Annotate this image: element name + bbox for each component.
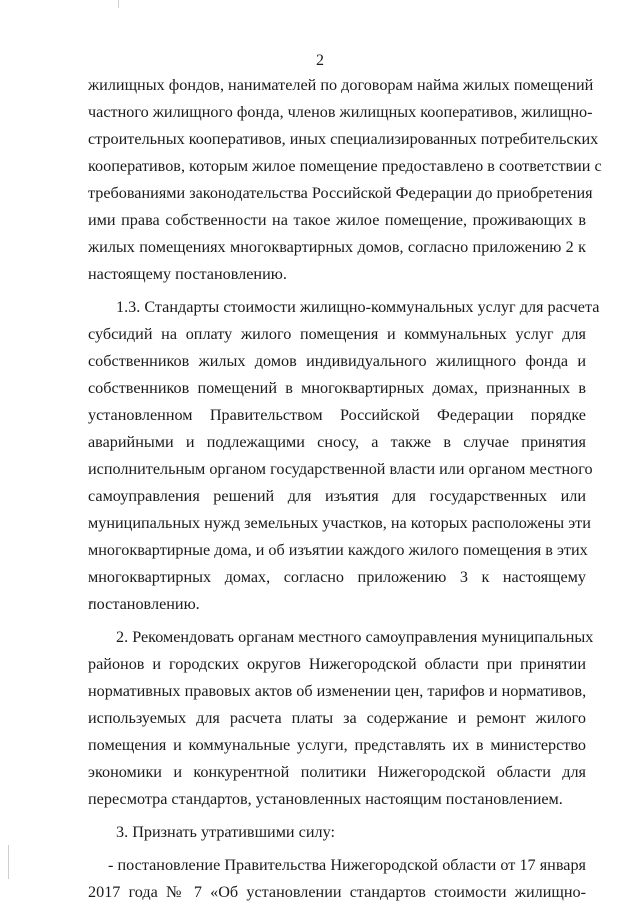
- document-body: [88, 72, 602, 906]
- paragraph-line: многоквартирных домах, согласно приложению 3 к настоящему: [88, 568, 586, 586]
- scan-edge-mark-top: [118, 0, 119, 8]
- paragraph-line: субсидий на оплату жилого помещения и коммунальных услуг для: [88, 325, 586, 343]
- paragraph-line: настоящему постановлению.: [88, 265, 287, 283]
- paragraph-line: самоуправления решений для изъятия для государственных или: [88, 487, 586, 505]
- paragraph-line: экономики и конкурентной политики Нижегородской области для: [88, 763, 586, 781]
- paragraph-line: исполнительным органом государственной власти или органом местного: [88, 460, 593, 478]
- paragraph-line: используемых для расчета платы за содержание и ремонт жилого: [88, 709, 586, 727]
- paragraph-line: районов и городских округов Нижегородской области при принятии: [88, 655, 586, 673]
- paragraph-line: требованиями законодательства Российской Федерации до приобретения: [88, 184, 593, 202]
- paragraph-line: ими права собственности на такое жилое помещение, проживающих в: [88, 211, 586, 229]
- paragraph-line: муниципальных нужд земельных участков, на которых расположены эти: [88, 514, 591, 532]
- paragraph-line: многоквартирные дома, и об изъятии каждого жилого помещения в этих: [88, 541, 588, 559]
- page-number: 2: [316, 52, 324, 69]
- paragraph-line: пересмотра стандартов, установленных настоящим постановлением.: [88, 790, 563, 808]
- paragraph-line: помещения и коммунальные услуги, представлять их в министерство: [88, 736, 586, 754]
- paragraph-line: жилищных фондов, нанимателей по договорам найма жилых помещений: [88, 76, 594, 94]
- paragraph-line: жилых помещениях многоквартирных домов, согласно приложению 2 к: [88, 238, 586, 256]
- paragraph-line-section-1-3: 1.3. Стандарты стоимости жилищно-коммунальных услуг для расчета: [116, 298, 600, 316]
- list-item-line: - постановление Правительства Нижегородской области от 17 января: [108, 856, 586, 874]
- paragraph-line: установленном Правительством Российской Федерации порядке: [88, 406, 586, 424]
- paragraph-line-section-3: 3. Признать утратившими силу:: [116, 823, 335, 841]
- paragraph-line: частного жилищного фонда, членов жилищных кооперативов, жилищно-: [88, 103, 593, 121]
- paragraph-line: аварийными и подлежащими сносу, а также в случае принятия: [88, 433, 586, 451]
- scan-edge-mark-left: [8, 845, 9, 879]
- paragraph-line: нормативных правовых актов об изменении цен, тарифов и нормативов,: [88, 682, 587, 700]
- paragraph-line: собственников помещений в многоквартирных домах, признанных в: [88, 379, 586, 397]
- paragraph-line: собственников жилых домов индивидуального жилищного фонда и: [88, 352, 586, 370]
- paragraph-line: постановлению.: [88, 595, 200, 613]
- paragraph-line-section-2: 2. Рекомендовать органам местного самоуправления муниципальных: [116, 628, 594, 646]
- paragraph-line: строительных кооперативов, иных специализированных потребительских: [88, 130, 599, 148]
- paragraph-line: кооперативов, которым жилое помещение предоставлено в соответствии с: [88, 157, 602, 175]
- list-item-line: 2017 года № 7 «Об установлении стандартов стоимости жилищно-: [88, 883, 586, 901]
